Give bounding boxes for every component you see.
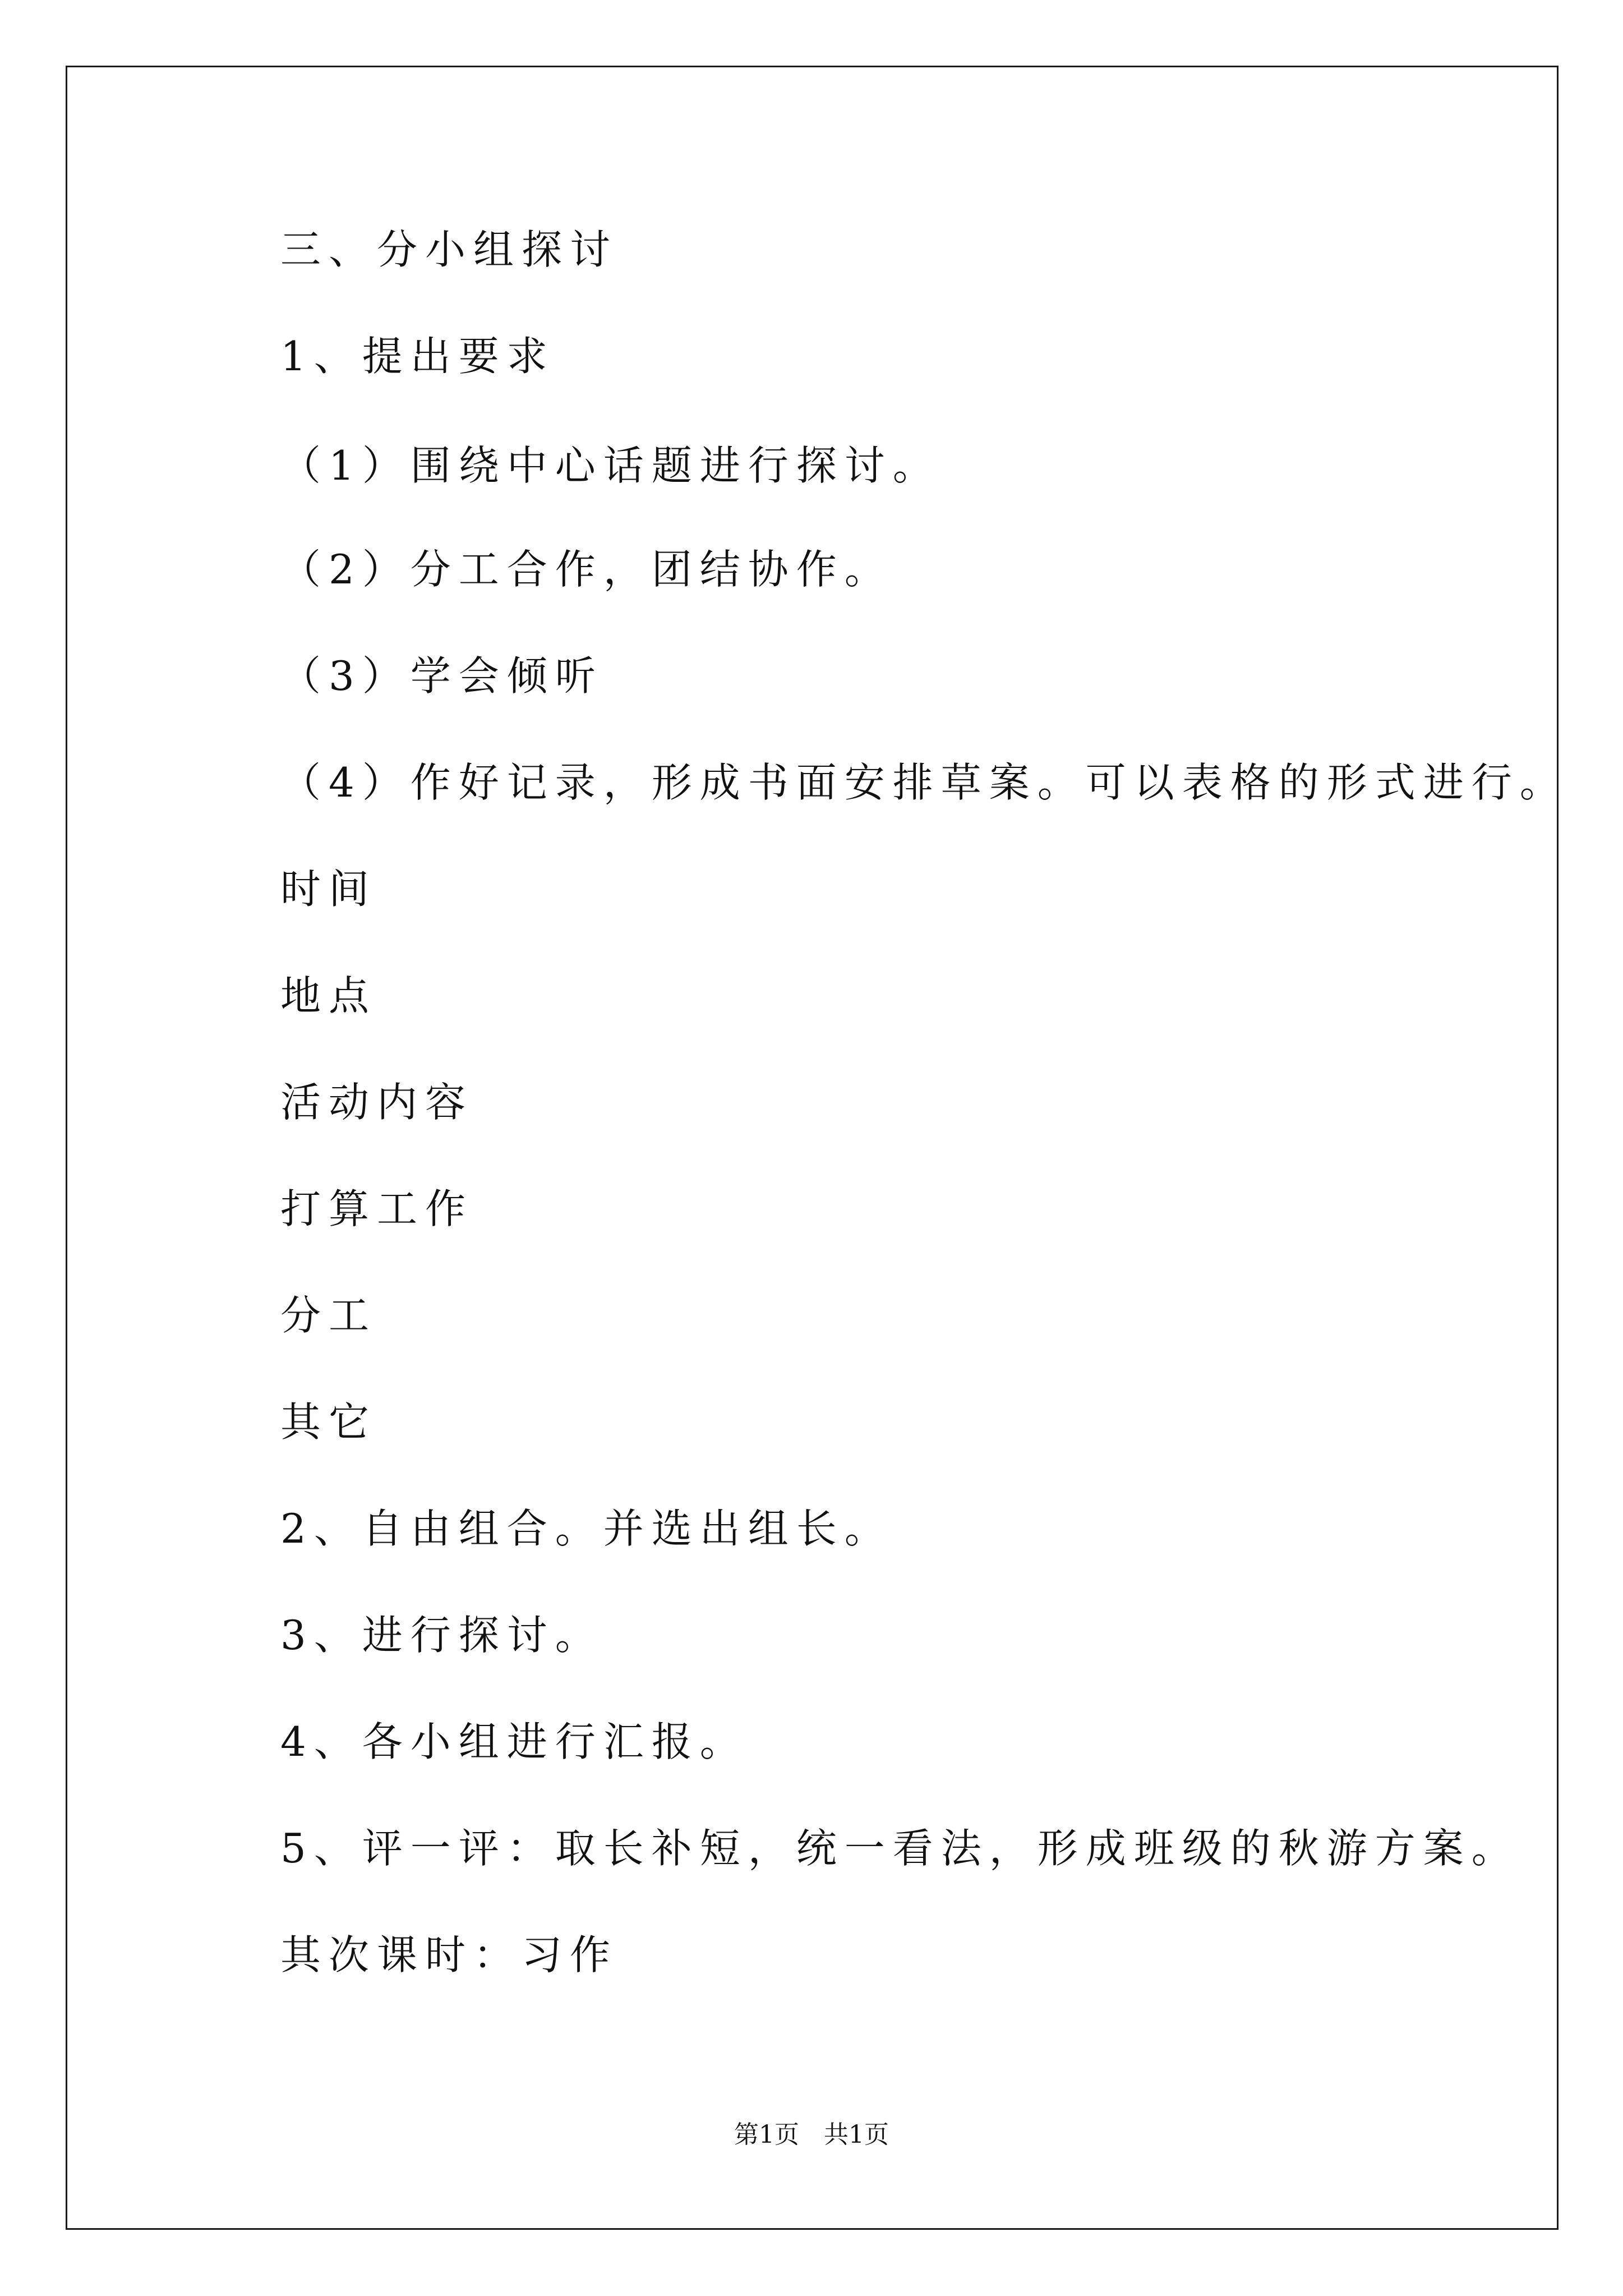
text-line: 活动内容 [280, 1079, 474, 1126]
text-line: （2）分工合作，团结协作。 [280, 546, 893, 593]
text-line: 其次课时：习作 [280, 1931, 619, 1978]
text-line: （4）作好记录，形成书面安排草案。可以表格的形式进行。 [280, 759, 1568, 806]
text-line: 分工 [280, 1292, 377, 1339]
text-line: 4、各小组进行汇报。 [280, 1718, 748, 1765]
text-line: 打算工作 [280, 1185, 474, 1232]
text-line: 3、进行探讨。 [280, 1612, 603, 1659]
text-line: 地点 [280, 972, 377, 1019]
text-line: （3）学会倾听 [280, 652, 603, 700]
text-line: （1）围绕中心话题进行探讨。 [280, 442, 941, 489]
text-line: 5、评一评：取长补短，统一看法，形成班级的秋游方案。 [280, 1825, 1520, 1872]
section-heading: 三、分小组探讨 [280, 226, 619, 273]
text-line: 时间 [280, 866, 377, 913]
text-line: 1、提出要求 [280, 333, 555, 380]
text-line: 其它 [280, 1398, 377, 1446]
page-border [66, 66, 1559, 2230]
text-line: 2、自由组合。并选出组长。 [280, 1505, 893, 1552]
page-footer: 第1页 共1页 [734, 2120, 889, 2149]
